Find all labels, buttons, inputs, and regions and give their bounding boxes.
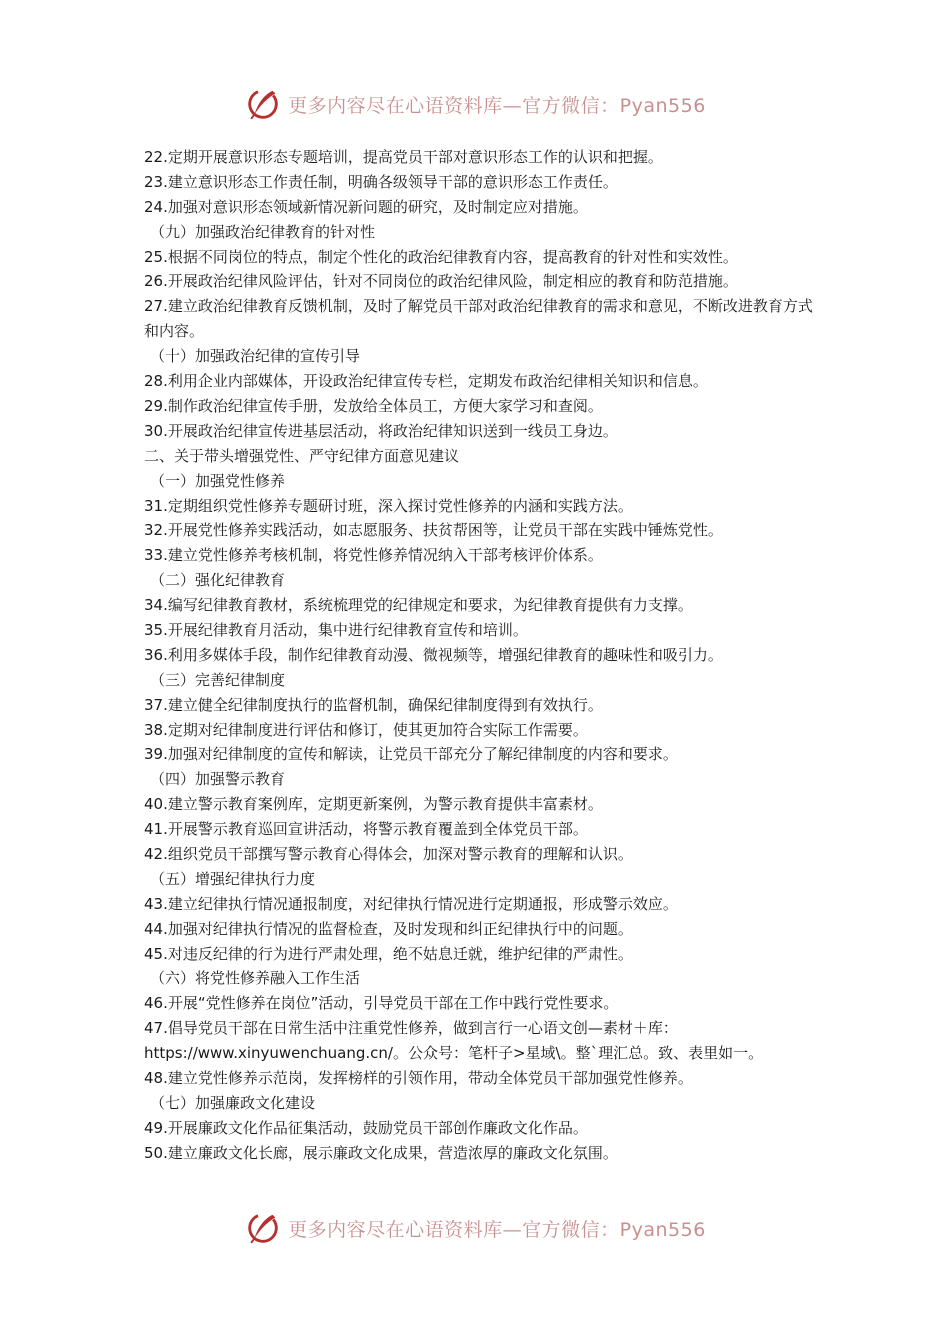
paragraph-line: 38.定期对纪律制度进行评估和修订，使其更加符合实际工作需要。 [144,720,588,739]
footer-wechat-id: Pyan556 [619,1218,706,1241]
footer-watermark-text: 更多内容尽在心语资料库—官方微信：Pyan556 [288,1218,706,1241]
paragraph-line: 22.定期开展意识形态专题培训，提高党员干部对意识形态工作的认识和把握。 [144,148,663,166]
paragraph-line: 32.开展党性修养实践活动，如志愿服务、扶贫帮困等，让党员干部在实践中锤炼党性。 [144,521,723,540]
section-heading: （一）加强党性修养 [150,471,286,490]
document-body [144,145,814,1166]
paragraph-line: 41.开展警示教育巡回宣讲活动，将警示教育覆盖到全体党员干部。 [144,820,588,839]
header-watermark-banner [0,82,950,126]
paragraph-line: 36.利用多媒体手段，制作纪律教育动漫、微视频等，增强纪律教育的趣味性和吸引力。 [144,645,723,664]
paragraph-line: 30.开展政治纪律宣传进基层活动，将政治纪律知识送到一线员工身边。 [144,421,618,440]
paragraph-line: 43.建立纪律执行情况通报制度，对纪律执行情况进行定期通报，形成警示效应。 [144,894,678,913]
paragraph-line: 34.编写纪律教育教材，系统梳理党的纪律规定和要求，为纪律教育提供有力支撑。 [144,596,693,615]
paragraph-line: 39.加强对纪律制度的宣传和解读，让党员干部充分了解纪律制度的内容和要求。 [144,745,678,764]
section-heading: （三）完善纪律制度 [150,670,286,689]
paragraph-line: 45.对违反纪律的行为进行严肃处理，绝不姑息迁就，维护纪律的严肃性。 [144,944,633,963]
paragraph-line: 42.组织党员干部撰写警示教育心得体会，加深对警示教育的理解和认识。 [144,844,633,863]
paragraph-line: 31.定期组织党性修养专题研讨班，深入探讨党性修养的内涵和实践方法。 [144,496,633,515]
paragraph-line: 35.开展纪律教育月活动，集中进行纪律教育宣传和培训。 [144,620,528,639]
paragraph-line: 48.建立党性修养示范岗，发挥榜样的引领作用，带动全体党员干部加强党性修养。 [144,1069,693,1088]
paragraph-line: 28.利用企业内部媒体，开设政治纪律宣传专栏，定期发布政治纪律相关知识和信息。 [144,372,708,391]
section-heading: （四）加强警示教育 [150,770,286,789]
paragraph-line: 33.建立党性修养考核机制，将党性修养情况纳入干部考核评价体系。 [144,546,603,565]
paragraph-line: 23.建立意识形态工作责任制，明确各级领导干部的意识形态工作责任。 [144,172,618,191]
section-heading: （二）强化纪律教育 [150,571,286,590]
paragraph-line: 二、关于带头增强党性、严守纪律方面意见建议 [144,446,460,465]
paragraph-line: 25.根据不同岗位的特点，制定个性化的政治纪律教育内容，提高教育的针对性和实效性。 [144,247,738,266]
header-wechat-id: Pyan556 [619,94,706,117]
paragraph-line: 46.开展“党性修养在岗位”活动，引导党员干部在工作中践行党性要求。 [144,994,619,1013]
paragraph-line: 40.建立警示教育案例库，定期更新案例，为警示教育提供丰富素材。 [144,795,603,814]
paragraph-line: 49.开展廉政文化作品征集活动，鼓励党员干部创作廉政文化作品。 [144,1118,588,1137]
paragraph-line: 27.建立政治纪律教育反馈机制，及时了解党员干部对政治纪律教育的需求和意见，不断改进教育方式和内容。 [144,297,813,341]
paragraph-line: 50.建立廉政文化长廊，展示廉政文化成果，营造浓厚的廉政文化氛围。 [144,1143,618,1162]
section-heading: （十）加强政治纪律的宣传引导 [150,347,361,366]
section-heading: （九）加强政治纪律教育的针对性 [150,222,376,241]
paragraph-line: 47.倡导党员干部在日常生活中注重党性修养，做到言行一心语文创—素材＋库：https://www.xinyuwenchuang.cn/。公众号：笔杆子>星域\。整`理汇总。致、表里如一。 [144,1019,764,1063]
quill-logo-icon [244,85,282,123]
header-watermark-text: 更多内容尽在心语资料库—官方微信：Pyan556 [288,94,706,117]
paragraph-line: 29.制作政治纪律宣传手册，发放给全体员工，方便大家学习和查阅。 [144,396,603,415]
paragraph-line: 44.加强对纪律执行情况的监督检查，及时发现和纠正纪律执行中的问题。 [144,919,633,938]
paragraph-line: 26.开展政治纪律风险评估，针对不同岗位的政治纪律风险，制定相应的教育和防范措施。 [144,272,738,291]
section-heading: （六）将党性修养融入工作生活 [150,969,361,988]
paragraph-line: 37.建立健全纪律制度执行的监督机制，确保纪律制度得到有效执行。 [144,695,603,714]
quill-logo-icon [244,1209,282,1247]
footer-watermark-banner [0,1206,950,1250]
section-heading: （七）加强廉政文化建设 [150,1093,316,1112]
section-heading: （五）增强纪律执行力度 [150,869,316,888]
paragraph-line: 24.加强对意识形态领域新情况新问题的研究，及时制定应对措施。 [144,197,588,216]
